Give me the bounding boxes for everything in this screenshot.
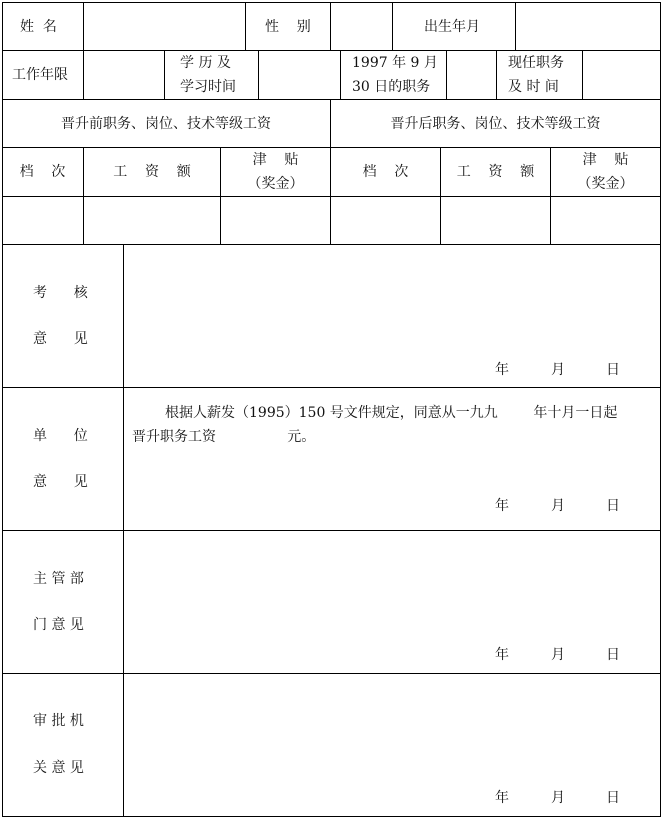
- supervisor-opinion-label-line1: 主 管 部: [33, 571, 84, 587]
- date-year: 年: [495, 498, 509, 514]
- assessment-label-line2: 意 见: [33, 331, 88, 347]
- date-day: 日: [606, 498, 620, 514]
- cell-divider: [83, 2, 84, 50]
- name-label: 姓 名: [20, 19, 57, 35]
- date-month: 月: [551, 362, 565, 378]
- unit-opinion-label-line1: 单 位: [33, 428, 88, 444]
- work-years-label: 工作年限: [12, 67, 68, 83]
- approval-opinion-label-line2: 关 意 见: [33, 760, 84, 776]
- cell-divider: [515, 2, 516, 50]
- cell-divider: [164, 50, 165, 99]
- cell-divider: [496, 50, 497, 99]
- row-divider: [2, 50, 661, 51]
- cell-divider: [330, 2, 331, 50]
- cell-divider: [83, 50, 84, 99]
- row-divider: [2, 196, 661, 197]
- row-divider: [2, 244, 661, 245]
- after-promotion-header: 晋升后职务、岗位、技术等级工资: [390, 116, 601, 132]
- cell-divider: [123, 244, 124, 816]
- cell-divider: [440, 147, 441, 244]
- row-divider: [2, 673, 661, 674]
- after-allowance-header-line2: （奖金）: [577, 176, 634, 192]
- before-allowance-header-line1: 津 贴: [252, 152, 299, 168]
- education-label-line1: 学 历 及: [180, 55, 231, 71]
- cell-divider: [245, 2, 246, 50]
- row-divider: [2, 99, 661, 100]
- current-position-label-line1: 现任职务: [508, 55, 564, 71]
- cell-divider: [340, 50, 341, 99]
- supervisor-opinion-label-line2: 门 意 见: [33, 617, 84, 633]
- row-divider: [2, 147, 661, 148]
- before-allowance-header-line2: （奖金）: [247, 176, 304, 192]
- cell-divider: [446, 50, 447, 99]
- table-border-top: [2, 2, 661, 3]
- date-day: 日: [606, 362, 620, 378]
- education-label-line2: 学习时间: [180, 79, 236, 95]
- table-border-right: [660, 2, 661, 817]
- before-grade-header: 档 次: [19, 164, 66, 180]
- cell-divider: [582, 50, 583, 99]
- unit-opinion-body-line1: 根据人薪发（1995）150 号文件规定，同意从一九九 年十月一日起: [165, 405, 618, 421]
- position-1997-label-line1: 1997 年 9 月: [352, 55, 438, 71]
- table-border-bottom: [2, 816, 661, 817]
- date-month: 月: [551, 790, 565, 806]
- current-position-label-line2: 及 时 间: [508, 79, 559, 95]
- date-month: 月: [551, 498, 565, 514]
- gender-label: 性 别: [265, 19, 311, 35]
- cell-divider: [392, 2, 393, 50]
- cell-divider: [330, 147, 331, 244]
- date-year: 年: [495, 790, 509, 806]
- date-day: 日: [606, 790, 620, 806]
- before-promotion-header: 晋升前职务、岗位、技术等级工资: [61, 116, 271, 132]
- unit-opinion-body-line2: 晋升职务工资 元。: [132, 429, 316, 445]
- approval-opinion-label-line1: 审 批 机: [33, 713, 84, 729]
- cell-divider: [258, 50, 259, 99]
- assessment-label-line1: 考 核: [33, 285, 88, 301]
- unit-opinion-label-line2: 意 见: [33, 474, 88, 490]
- date-month: 月: [551, 647, 565, 663]
- birth-date-label: 出生年月: [424, 19, 480, 35]
- after-salary-header: 工 资 额: [456, 164, 535, 180]
- row-divider: [2, 387, 661, 388]
- row-divider: [2, 530, 661, 531]
- before-salary-header: 工 资 额: [113, 164, 191, 180]
- after-grade-header: 档 次: [362, 164, 409, 180]
- cell-divider: [83, 147, 84, 244]
- position-1997-label-line2: 30 日的职务: [352, 79, 431, 95]
- date-year: 年: [495, 647, 509, 663]
- date-year: 年: [495, 362, 509, 378]
- after-allowance-header-line1: 津 贴: [582, 152, 629, 168]
- date-day: 日: [606, 647, 620, 663]
